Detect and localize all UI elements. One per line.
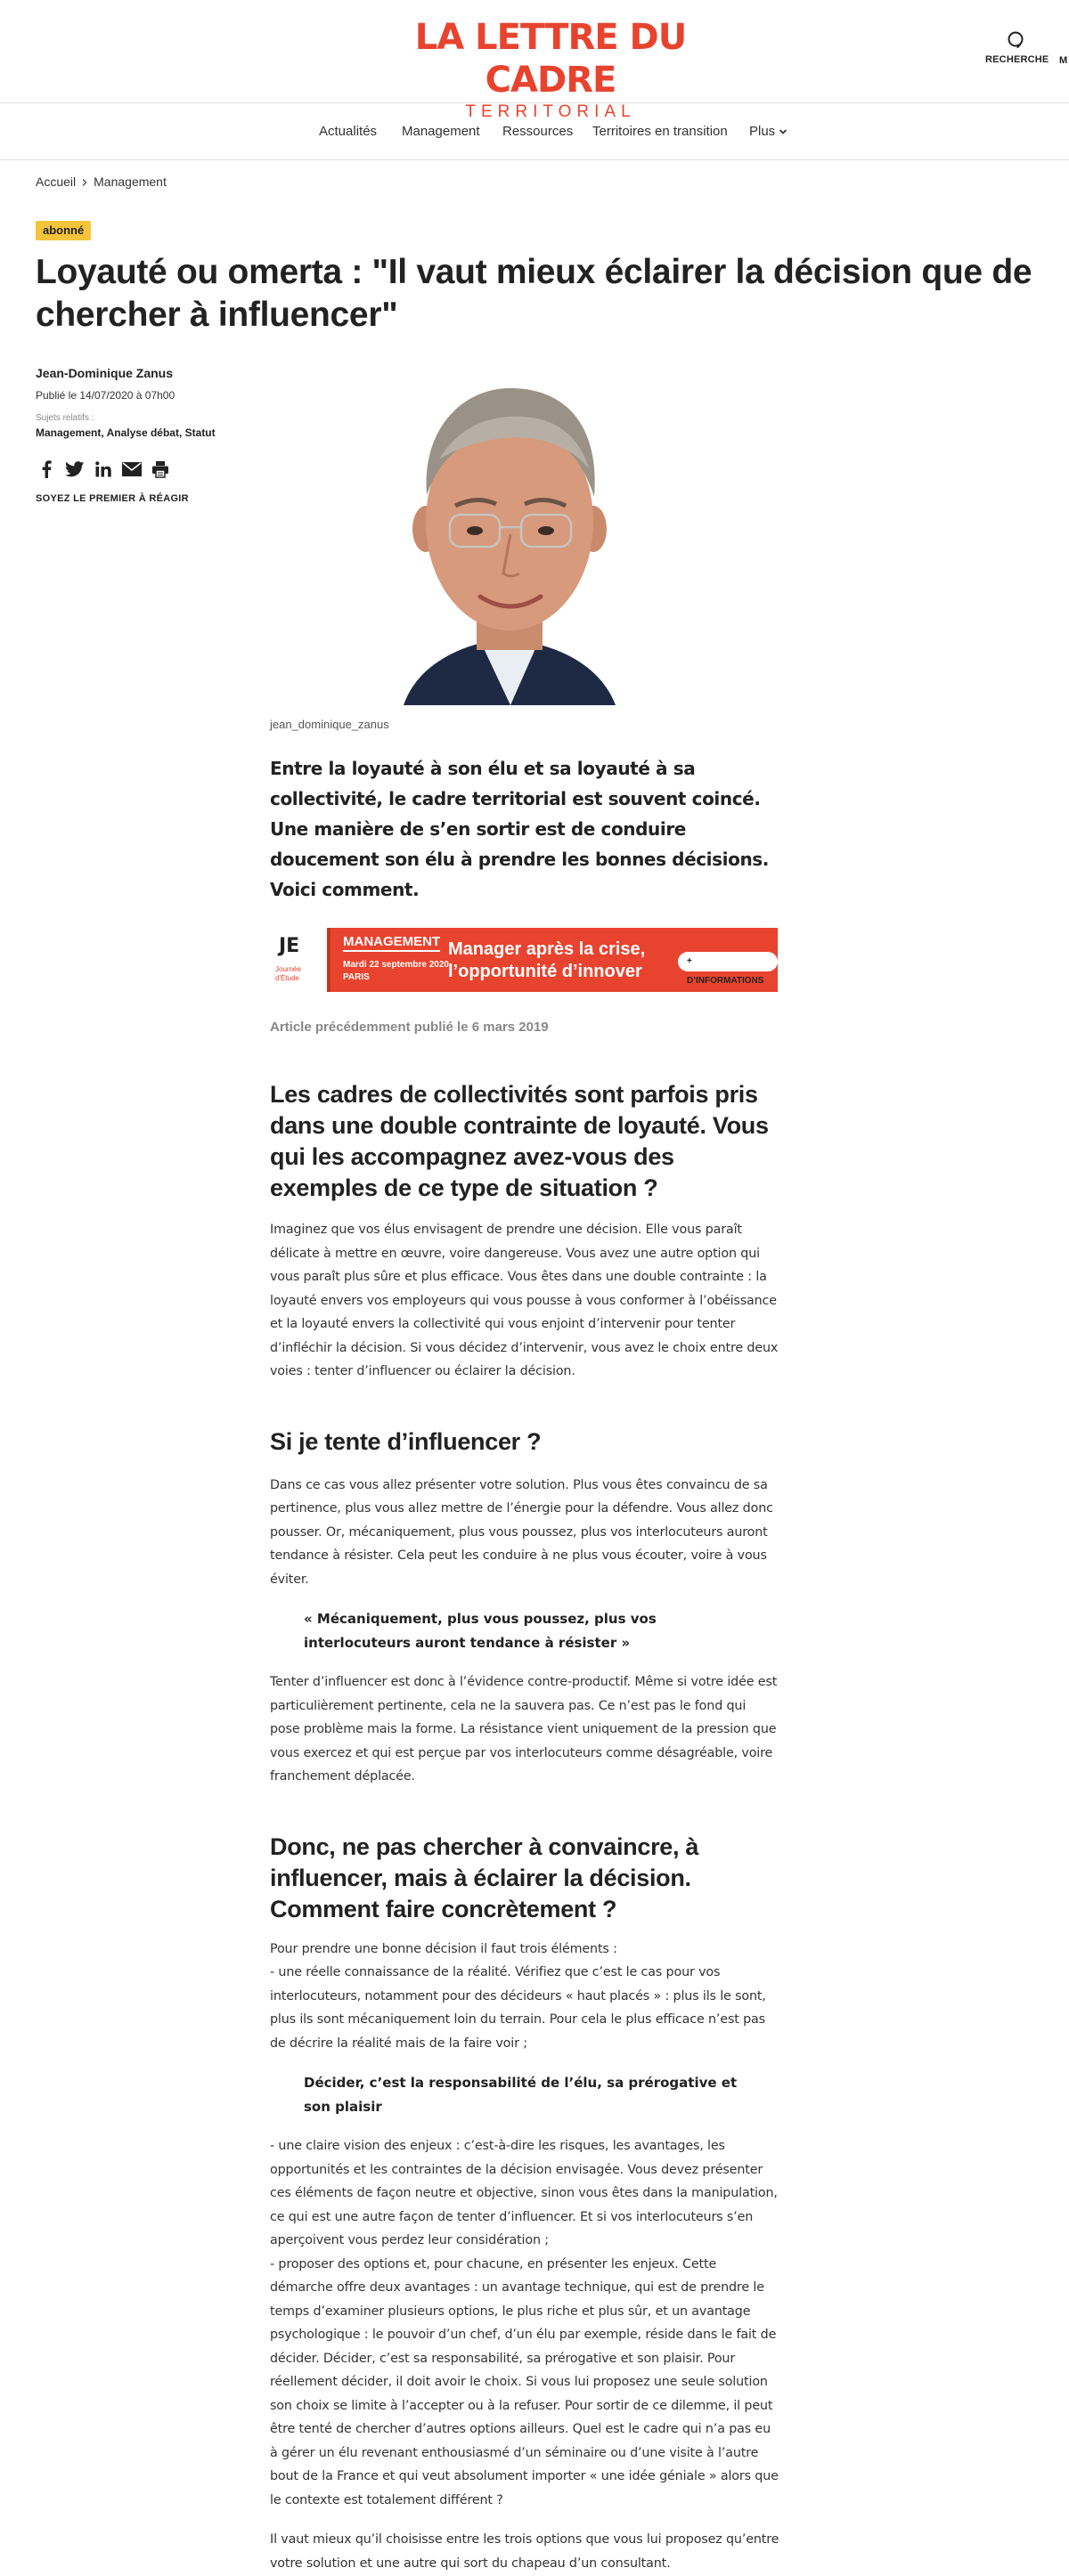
subscriber-badge: abonné — [36, 221, 91, 240]
section-heading: Les cadres de collectivités sont parfois pris dans une double contrainte de loyauté. Vous qui les accompagnez avez-vous des exemples de ce type de situation ? — [270, 1081, 769, 1201]
main-nav — [0, 103, 1069, 160]
nav-more-label: Plus — [749, 124, 776, 139]
banner-tag: MANAGEMENT — [343, 935, 440, 952]
section-heading: Si je tente d’influencer ? — [270, 1427, 542, 1455]
paragraph: - proposer des options et, pour chacune, en présenter les enjeux. Cette démarche offre deux avantages : un avantage technique, qui est de prendre le temps d’examiner plusieurs options, le plus riche et plus sûr, et un avantage psychologique : le pouvoir d’un chef, d’un élu par exemple, réside dans le fait de décider. Décider, c’est sa responsabilité, sa prérogative et son plaisir. Pour réellement décider, il doit avoir le choix. Si vous lui proposez une seule solution son choix se limite à l’accepter ou à la refuser. Pour sortir de ce dilemme, il peut être tenté de chercher d’autres options ailleurs. Quel est le cadre qui n’a pas eu à gérer un élu revenant enthousiasmé d’un séminaire ou d’une visite à l’autre bout de la France et qui veut absolument importer « une idée géniale » alors que le contexte est totalement différent ? — [270, 2256, 779, 2507]
nav-item-more[interactable] — [749, 123, 787, 141]
previous-publication-note: Article précédemment publié le 6 mars 2019 — [270, 1020, 549, 1035]
topic-link[interactable]: Analyse débat — [106, 427, 179, 439]
menu-button-partial[interactable]: M — [1059, 55, 1068, 66]
publish-date: Publié le 14/07/2020 à 07h00 — [36, 389, 175, 402]
pull-quote: Décider, c’est la responsabilité de l’élu, sa prérogative et son plaisir — [304, 2075, 738, 2115]
linkedin-icon[interactable] — [93, 459, 114, 479]
search-button[interactable] — [985, 30, 1048, 69]
print-icon[interactable] — [150, 459, 171, 479]
topic-link[interactable]: Statut — [184, 427, 216, 439]
logo-sub-text: TERRITORIAL — [465, 102, 636, 121]
nav-item-ressources[interactable]: Ressources — [502, 124, 574, 139]
paragraph: Il vaut mieux qu’il choisisse entre les trois options que vous lui proposez qu’entre votre solution et une autre qui sort du chapeau d’un consultant. — [270, 2532, 779, 2571]
banner-city: PARIS — [343, 972, 370, 982]
nav-item-actualites[interactable]: Actualités — [319, 124, 378, 139]
pull-quote: « Mécaniquement, plus vous poussez, plus vos interlocuteurs auront tendance à résister » — [304, 1611, 657, 1651]
banner-cta-button[interactable]: + D’INFORMATIONS — [678, 952, 778, 971]
paragraph: - une réelle connaissance de la réalité. Vérifiez que c’est le cas pour vos interlocuteurs, notamment pour des décideurs « haut placés » : plus ils le sont, plus ils sont mécaniquement loin du terrain. Pour cela le plus efficace n’est pas de décrire la réalité mais de la faire voir ; — [270, 1965, 766, 2051]
author-name[interactable]: Jean-Dominique Zanus — [36, 366, 174, 380]
logo-main-text: LA LETTRE DU CADRE — [414, 17, 687, 101]
chevron-right-icon — [81, 178, 88, 187]
banner-headline-1: Manager après la crise, — [448, 939, 646, 959]
search-label: RECHERCHE — [985, 54, 1049, 65]
topics-list: Management, Analyse débat, Statut — [36, 427, 216, 439]
facebook-icon[interactable] — [36, 459, 57, 479]
twitter-icon[interactable] — [64, 459, 86, 479]
topics-label: Sujets relatifs : — [36, 413, 94, 423]
paragraph: - une claire vision des enjeux : c’est-à-dire les risques, les avantages, les opportunités et les contraintes de la décision envisagée. Vous devez présenter ces éléments de façon neutre et objective, sinon vous êtes dans la manipulation, ce qui est une autre façon de tenter d’influencer. Et si vos interlocuteurs s’en aperçoivent vous perdez leur considération ; — [270, 2139, 778, 2247]
nav-item-territoires[interactable]: Territoires en transition — [592, 124, 728, 139]
event-banner[interactable] — [270, 928, 778, 992]
breadcrumb-current[interactable]: Management — [94, 175, 167, 189]
chevron-down-icon — [779, 128, 787, 135]
banner-brand: JE — [279, 935, 300, 957]
react-first-link[interactable]: SOYEZ LE PREMIER À RÉAGIR — [36, 493, 189, 504]
article-lead: Entre la loyauté à son élu et sa loyauté à sa collectivité, le cadre territorial est souvent coincé. Une manière de s’en sortir est de conduire doucement son élu à prendre les bonnes décisions. Voici comment. — [270, 758, 769, 900]
paragraph: Imaginez que vos élus envisagent de prendre une décision. Elle vous paraît délicate à mettre en œuvre, voire dangereuse. Vous avez une autre option qui vous paraît plus sûre et plus efficace. Vous êtes dans une double contrainte : la loyauté envers vos employeurs qui vous pousse à vous conformer à l’obéissance et la loyauté envers la collectivité qui vous enjoint d’intervenir pour tenter d’infléchir la décision. Si vous décidez d’intervenir, vous avez le choix entre deux voies : tenter d’influencer ou éclairer la décision. — [270, 1223, 779, 1378]
article-meta — [36, 365, 232, 504]
banner-brand-sub: Journée d'Étude — [275, 965, 301, 982]
nav-item-management[interactable]: Management — [402, 124, 480, 139]
section-heading: Donc, ne pas chercher à convaincre, à influencer, mais à éclairer la décision. Comment faire concrètement ? — [270, 1832, 699, 1922]
site-header — [0, 0, 1069, 121]
mail-icon[interactable] — [121, 459, 143, 479]
topic-link[interactable]: Management — [36, 427, 102, 439]
search-icon — [1006, 30, 1027, 52]
photo-caption: jean_dominique_zanus — [270, 718, 389, 731]
banner-date: Mardi 22 septembre 2020 — [343, 960, 449, 970]
author-photo — [270, 363, 751, 705]
share-bar — [36, 459, 232, 479]
article-title: Loyauté ou omerta : "Il vaut mieux éclairer la décision que de chercher à influencer" — [36, 253, 1032, 334]
breadcrumb-home[interactable]: Accueil — [36, 175, 77, 189]
article-body — [270, 363, 779, 2575]
banner-headline-2: l’opportunité d’innover — [448, 962, 642, 981]
breadcrumb — [36, 173, 167, 191]
paragraph: Tenter d’influencer est donc à l’évidence contre-productif. Même si votre idée est particulièrement pertinente, cela ne la sauvera pas. Ce n’est pas le fond qui pose problème mais la forme. La résistance vient uniquement de la pression que vous exercez et qui est perçue par vos interlocuteurs comme désagréable, voire franchement déplacée. — [270, 1675, 778, 1784]
paragraph: Pour prendre une bonne décision il faut trois éléments : — [270, 1941, 617, 1956]
paragraph: Dans ce cas vous allez présenter votre solution. Plus vous êtes convaincu de sa pertinence, plus vous allez mettre de l’énergie pour la défendre. Vous allez donc pousser. Or, mécaniquement, plus vous poussez, plus vos interlocuteurs auront tendance à résister. Cela peut les conduire à ne plus vous écouter, voire à vous éviter. — [270, 1477, 773, 1587]
